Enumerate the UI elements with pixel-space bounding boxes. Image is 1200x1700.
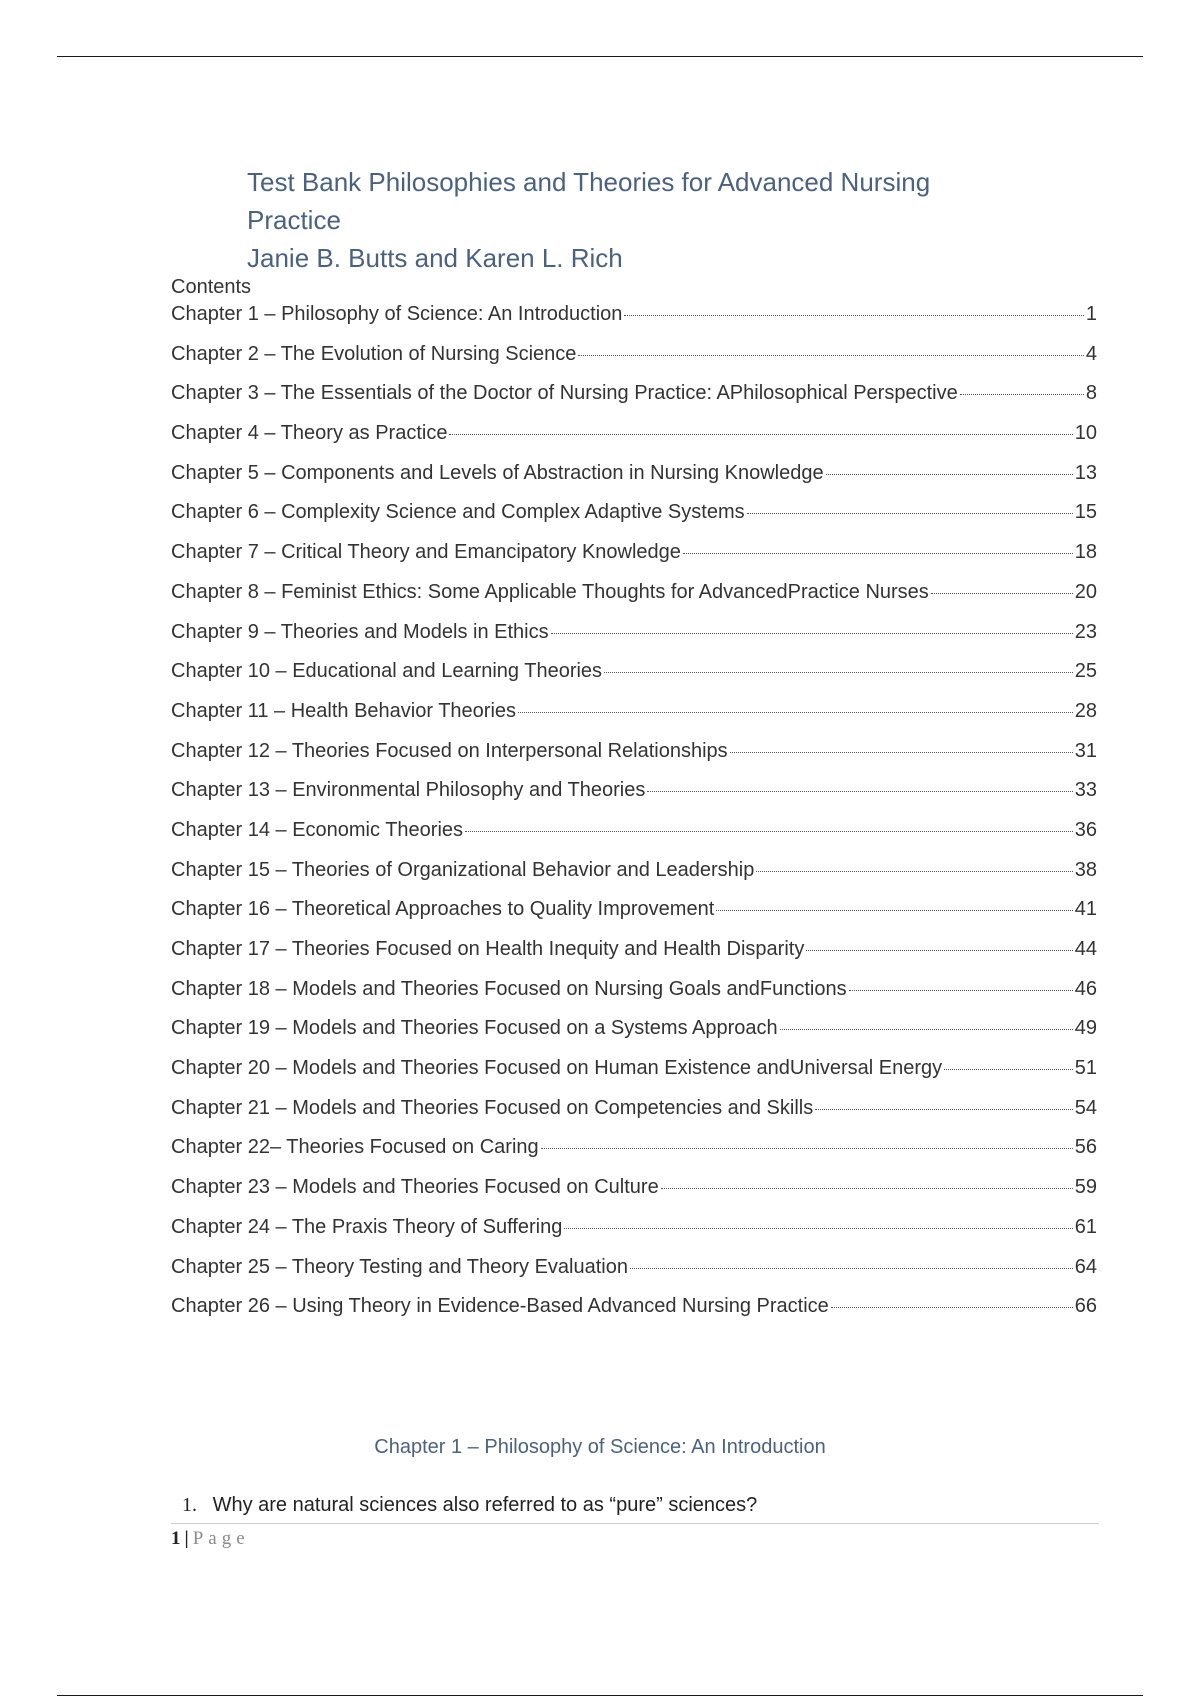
toc-entry[interactable] [171, 382, 1097, 422]
toc-entry[interactable] [171, 343, 1097, 383]
toc-entry-page: 66 [1074, 1295, 1097, 1318]
toc-entry-title: Chapter 15 – Theories of Organizational Behavior and Leadership [171, 858, 755, 881]
toc-entry-page: 33 [1074, 779, 1097, 802]
toc-entry-page: 44 [1074, 938, 1097, 960]
toc-entry-title: Chapter 9 – Theories and Models in Ethics [171, 620, 549, 643]
toc-entry-title: Chapter 2 – The Evolution of Nursing Science [171, 342, 577, 365]
top-rule [57, 56, 1143, 57]
toc-entry-title: Chapter 3 – The Essentials of the Doctor of Nursing Practice: APhilosophical Perspective [171, 382, 958, 405]
page-number: 1 [171, 1528, 181, 1549]
toc-entry-title: Chapter 23 – Models and Theories Focused on Culture [171, 1176, 659, 1199]
toc-dot-leader [630, 1268, 1073, 1269]
toc-entry-title: Chapter 18 – Models and Theories Focused on Nursing Goals andFunctions [171, 977, 847, 1000]
toc-entry-page: 41 [1074, 898, 1097, 921]
toc-entry[interactable] [171, 1057, 1097, 1097]
question-number: 1. [182, 1494, 197, 1516]
toc-entry[interactable] [171, 1176, 1097, 1216]
toc-dot-leader [815, 1109, 1073, 1110]
toc-entry[interactable] [171, 1295, 1097, 1335]
toc-entry[interactable] [171, 1097, 1097, 1137]
toc-entry-title: Chapter 1 – Philosophy of Science: An Introduction [171, 303, 623, 325]
footer-rule [171, 1523, 1099, 1524]
toc-entry-page: 59 [1074, 1176, 1097, 1199]
toc-entry[interactable] [171, 541, 1097, 581]
toc-entry-title: Chapter 19 – Models and Theories Focused on a Systems Approach [171, 1017, 778, 1040]
toc-entry-page: 23 [1074, 620, 1097, 643]
toc-dot-leader [849, 990, 1073, 991]
toc-entry[interactable] [171, 303, 1097, 343]
toc-dot-leader [831, 1307, 1073, 1308]
page-label: Page [192, 1528, 250, 1549]
table-of-contents [171, 303, 1097, 1335]
toc-entry[interactable] [171, 898, 1097, 938]
toc-entry-title: Chapter 4 – Theory as Practice [171, 422, 448, 445]
toc-entry-page: 49 [1074, 1017, 1097, 1040]
toc-dot-leader [551, 633, 1073, 634]
toc-entry-page: 28 [1074, 699, 1097, 722]
toc-entry-title: Chapter 16 – Theoretical Approaches to Quality Improvement [171, 898, 715, 921]
question-text: Why are natural sciences also referred to as “pure” sciences? [212, 1494, 758, 1516]
toc-entry[interactable] [171, 978, 1097, 1018]
toc-entry-title: Chapter 12 – Theories Focused on Interpersonal Relationships [171, 739, 728, 762]
toc-entry-page: 64 [1074, 1255, 1097, 1278]
toc-entry-page: 36 [1074, 818, 1097, 841]
toc-dot-leader [604, 672, 1073, 673]
toc-entry[interactable] [171, 462, 1097, 502]
toc-dot-leader [647, 791, 1072, 792]
toc-entry[interactable] [171, 700, 1097, 740]
toc-dot-leader [747, 513, 1073, 514]
toc-entry[interactable] [171, 859, 1097, 899]
footer-separator: | [184, 1528, 189, 1549]
toc-entry[interactable] [171, 1136, 1097, 1176]
toc-entry-page: 31 [1074, 739, 1097, 762]
toc-dot-leader [541, 1148, 1073, 1149]
toc-entry-page: 20 [1074, 580, 1097, 603]
toc-entry-page: 56 [1074, 1136, 1097, 1159]
toc-dot-leader [944, 1069, 1073, 1070]
toc-entry[interactable] [171, 581, 1097, 621]
toc-dot-leader [716, 910, 1072, 911]
toc-entry-page: 1 [1085, 303, 1097, 325]
contents-heading: Contents [171, 276, 252, 298]
toc-entry-page: 15 [1074, 501, 1097, 524]
toc-entry-page: 38 [1074, 858, 1097, 881]
toc-entry[interactable] [171, 660, 1097, 700]
document-title-block [247, 163, 1007, 277]
toc-entry-title: Chapter 14 – Economic Theories [171, 818, 464, 841]
toc-entry[interactable] [171, 740, 1097, 780]
toc-entry-title: Chapter 11 – Health Behavior Theories [171, 699, 517, 722]
toc-entry-page: 54 [1074, 1096, 1097, 1119]
toc-dot-leader [780, 1029, 1073, 1030]
question-item [182, 1494, 757, 1517]
toc-dot-leader [578, 355, 1083, 356]
toc-dot-leader [661, 1188, 1073, 1189]
toc-dot-leader [826, 474, 1073, 475]
toc-entry[interactable] [171, 1216, 1097, 1256]
toc-entry[interactable] [171, 621, 1097, 661]
toc-entry[interactable] [171, 779, 1097, 819]
toc-entry-page: 51 [1074, 1057, 1097, 1080]
toc-entry-page: 8 [1085, 382, 1097, 405]
toc-dot-leader [518, 712, 1073, 713]
bottom-rule [57, 1695, 1143, 1696]
chapter-heading: Chapter 1 – Philosophy of Science: An Introduction [374, 1436, 826, 1458]
toc-entry-title: Chapter 10 – Educational and Learning Theories [171, 660, 603, 683]
toc-entry-page: 25 [1074, 660, 1097, 683]
toc-entry-page: 61 [1074, 1215, 1097, 1238]
toc-entry[interactable] [171, 501, 1097, 541]
toc-entry[interactable] [171, 1256, 1097, 1296]
document-authors: Janie B. Butts and Karen L. Rich [247, 243, 623, 273]
toc-entry-title: Chapter 25 – Theory Testing and Theory Evaluation [171, 1255, 628, 1278]
toc-entry-title: Chapter 5 – Components and Levels of Abstraction in Nursing Knowledge [171, 461, 824, 484]
toc-dot-leader [960, 394, 1084, 395]
toc-entry-title: Chapter 20 – Models and Theories Focused on Human Existence andUniversal Energy [171, 1057, 943, 1080]
toc-dot-leader [624, 315, 1083, 316]
toc-dot-leader [756, 871, 1072, 872]
toc-dot-leader [931, 593, 1073, 594]
toc-entry[interactable] [171, 1017, 1097, 1057]
toc-dot-leader [564, 1228, 1072, 1229]
toc-dot-leader [449, 434, 1072, 435]
toc-entry-page: 10 [1074, 422, 1097, 445]
toc-entry-page: 46 [1074, 977, 1097, 1000]
toc-dot-leader [465, 831, 1073, 832]
toc-entry-title: Chapter 17 – Theories Focused on Health Inequity and Health Disparity [171, 938, 805, 960]
toc-entry-title: Chapter 24 – The Praxis Theory of Suffering [171, 1215, 563, 1238]
toc-entry-title: Chapter 8 – Feminist Ethics: Some Applicable Thoughts for AdvancedPractice Nurses [171, 580, 929, 603]
toc-entry-page: 18 [1074, 541, 1097, 564]
toc-entry-title: Chapter 26 – Using Theory in Evidence-Based Advanced Nursing Practice [171, 1295, 829, 1318]
toc-entry[interactable] [171, 819, 1097, 859]
toc-entry-page: 13 [1074, 461, 1097, 484]
toc-dot-leader [806, 950, 1072, 951]
toc-entry-title: Chapter 22– Theories Focused on Caring [171, 1136, 539, 1159]
document-title: Test Bank Philosophies and Theories for Advanced Nursing [247, 167, 931, 197]
document-title-continued: Practice [247, 205, 341, 235]
page-footer [171, 1528, 250, 1550]
toc-entry-title: Chapter 21 – Models and Theories Focused on Competencies and Skills [171, 1096, 814, 1119]
toc-dot-leader [683, 553, 1073, 554]
toc-entry-title: Chapter 7 – Critical Theory and Emancipatory Knowledge [171, 541, 681, 564]
toc-entry-title: Chapter 13 – Environmental Philosophy and Theories [171, 779, 646, 802]
toc-entry[interactable] [171, 938, 1097, 978]
toc-dot-leader [730, 752, 1073, 753]
toc-entry-title: Chapter 6 – Complexity Science and Complex Adaptive Systems [171, 501, 745, 524]
toc-entry-page: 4 [1085, 342, 1097, 365]
toc-entry[interactable] [171, 422, 1097, 462]
